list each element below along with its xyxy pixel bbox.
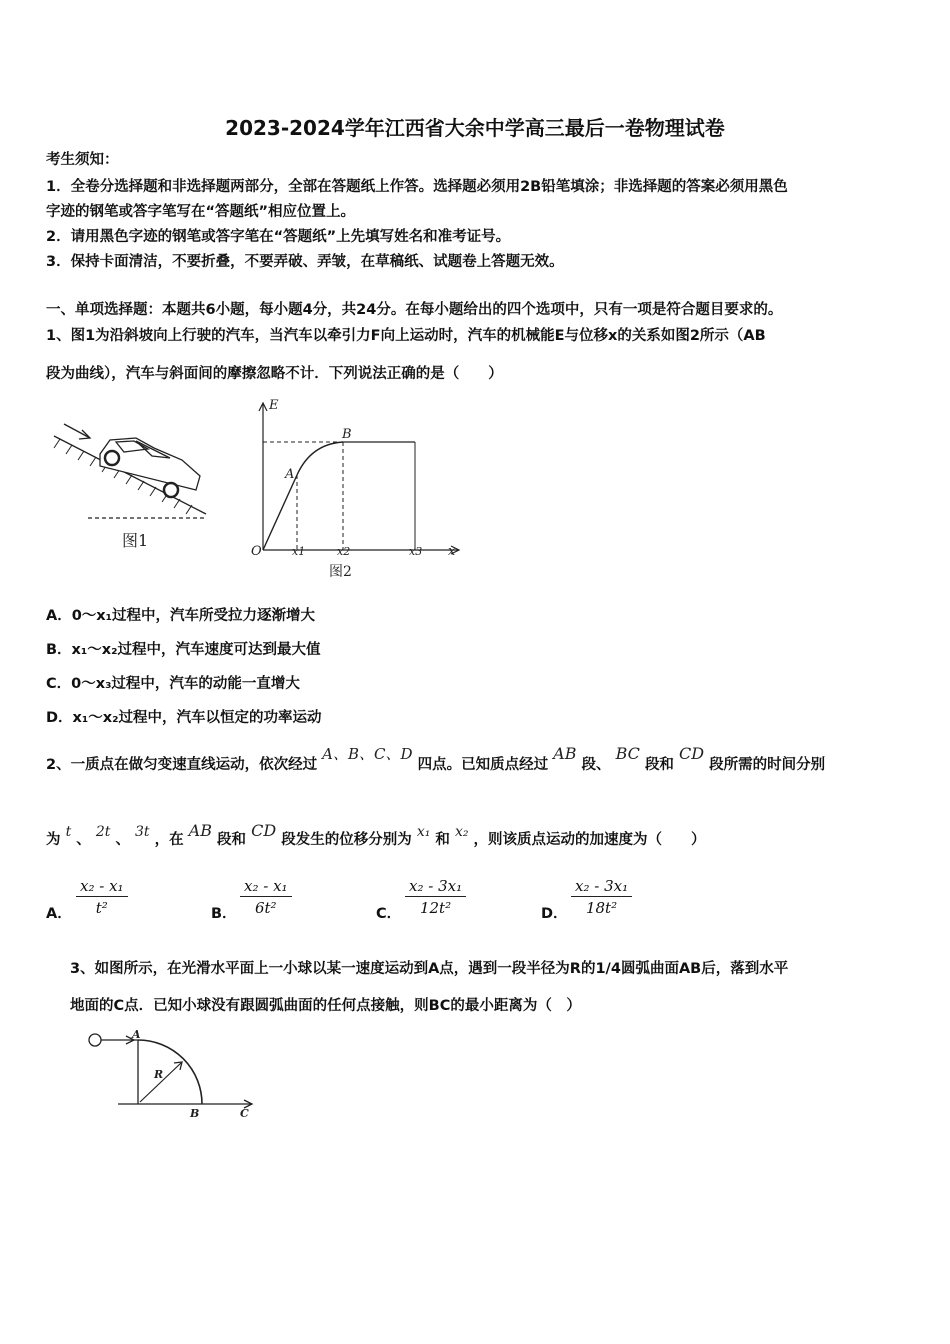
fraction-denominator: t² (95, 899, 108, 917)
point-label-B: B (342, 427, 352, 442)
q3-stem-line2: 地面的C点．已知小球没有跟圆弧曲面的任何点接触，则BC的最小距离为（ ） (70, 998, 581, 1014)
q2-text: 四点。已知质点经过 (417, 757, 549, 773)
graph-guides (263, 442, 343, 550)
fraction-denominator: 18t² (585, 899, 618, 917)
car-wheel (105, 451, 119, 465)
q2-text: 、 (115, 832, 130, 848)
q2-time-2t: 2t (95, 824, 111, 840)
graph-segment-OA (263, 475, 297, 550)
notice-heading: 考生须知： (46, 152, 119, 168)
notice-item: 1．全卷分选择题和非选择题两部分，全部在答题纸上作答。选择题必须用2B铅笔填涂；非选择题的答案必须用黑色 (46, 179, 788, 195)
fraction-numerator: x₂ - 3x₁ (405, 876, 466, 897)
axis-label-E: E (269, 398, 279, 413)
q2-text: 段、 (581, 757, 611, 773)
q2-option-d-label[interactable]: D． (541, 906, 568, 922)
origin-label: O (251, 544, 262, 559)
q2-option-c-label[interactable]: C． (376, 906, 402, 922)
car-wheel (164, 483, 178, 497)
q1-option-a[interactable]: A．0～x₁过程中，汽车所受拉力逐渐增大 (46, 608, 316, 624)
q1-option-d[interactable]: D．x₁～x₂过程中，汽车以恒定的功率运动 (46, 710, 322, 726)
fraction-denominator: 12t² (419, 899, 452, 917)
q2-text: 段所需的时间分别 (709, 757, 826, 773)
q2-text: 段和 (644, 757, 674, 773)
fraction-denominator: 6t² (254, 899, 277, 917)
q2-segment-ab: AB (553, 744, 577, 763)
q2-segment-cd: CD (679, 744, 705, 763)
q2-points: A、B、C、D (322, 745, 413, 763)
q2-displacement-x2: x₂ (454, 824, 469, 840)
direction-arrow (64, 424, 90, 438)
q2-time-3t: 3t (135, 824, 150, 840)
graph-curve-AB (297, 442, 343, 475)
q1-stem-line1: 1、图1为沿斜坡向上行驶的汽车，当汽车以牵引力F向上运动时，汽车的机械能E与位移x的关系如图2所示（AB (46, 328, 766, 344)
fig1-label: 图1 (122, 531, 149, 550)
q2-text: ，在 (154, 832, 184, 848)
q2-text: 段发生的位移分别为 (281, 832, 412, 848)
q2-option-c-fraction[interactable] (405, 876, 466, 919)
tick-label-x2: x2 (337, 545, 351, 558)
fraction-numerator: x₂ - x₁ (240, 876, 292, 897)
q1-stem-line2: 段为曲线），汽车与斜面间的摩擦忽略不计．下列说法正确的是（ ） (46, 366, 503, 382)
q2-text: 和 (435, 832, 450, 848)
q2-text: 2、一质点在做匀变速直线运动，依次经过 (46, 757, 318, 773)
notice-item: 字迹的钢笔或答字笔写在“答题纸”相应位置上。 (46, 204, 356, 220)
arc-label-R: R (154, 1068, 164, 1081)
fig2-label: 图2 (329, 564, 352, 580)
q2-stem-line1 (46, 744, 826, 775)
q2-text: 为 (46, 832, 61, 848)
q2-option-b-label[interactable]: B． (211, 906, 237, 922)
q2-option-a-label[interactable]: A． (46, 906, 72, 922)
ball (89, 1034, 101, 1046)
tick-label-x3: x3 (409, 545, 423, 558)
q1-figure-car-on-slope (50, 418, 210, 558)
q2-option-b-fraction[interactable] (240, 876, 292, 919)
notice-item: 3．保持卡面清洁，不要折叠，不要弄破、弄皱，在草稿纸、试题卷上答题无效。 (46, 254, 564, 270)
arc-label-B: B (190, 1107, 200, 1120)
q2-option-a-fraction[interactable] (76, 876, 128, 919)
q1-figure-energy-graph (245, 395, 470, 585)
q2-option-d-fraction[interactable] (571, 876, 632, 919)
q2-segment-bc: BC (615, 744, 640, 763)
q2-text: 段和 (217, 832, 247, 848)
q3-figure-arc (82, 1028, 262, 1123)
q1-option-b[interactable]: B．x₁～x₂过程中，汽车速度可达到最大值 (46, 642, 321, 658)
q2-segment-ab: AB (188, 821, 212, 840)
q2-segment-cd: CD (251, 821, 277, 840)
q2-stem-line2 (46, 821, 706, 850)
section-heading: 一、单项选择题：本题共6小题，每小题4分，共24分。在每小题给出的四个选项中，只有一项是符合题目要求的。 (46, 302, 783, 318)
q3-stem-line1: 3、如图所示，在光滑水平面上一小球以某一速度运动到A点，遇到一段半径为R的1/4圆弧曲面AB后，落到水平 (70, 961, 789, 977)
notice-item: 2．请用黑色字迹的钢笔或答字笔在“答题纸”上先填写姓名和准考证号。 (46, 229, 511, 245)
q2-time-t: t (65, 824, 72, 840)
q1-option-c[interactable]: C．0～x₃过程中，汽车的动能一直增大 (46, 676, 300, 692)
point-label-A: A (285, 467, 295, 482)
arc-label-A: A (132, 1028, 141, 1041)
arc-label-C: C (240, 1107, 249, 1120)
axis-label-x: x (448, 544, 456, 559)
fraction-numerator: x₂ - x₁ (76, 876, 128, 897)
q2-text: 、 (76, 832, 91, 848)
q2-displacement-x1: x₁ (416, 824, 431, 840)
fraction-numerator: x₂ - 3x₁ (571, 876, 632, 897)
page-title: 2023-2024学年江西省大余中学高三最后一卷物理试卷 (225, 116, 725, 140)
q2-text: ，则该质点运动的加速度为（ ） (473, 832, 706, 848)
tick-label-x1: x1 (292, 545, 306, 558)
